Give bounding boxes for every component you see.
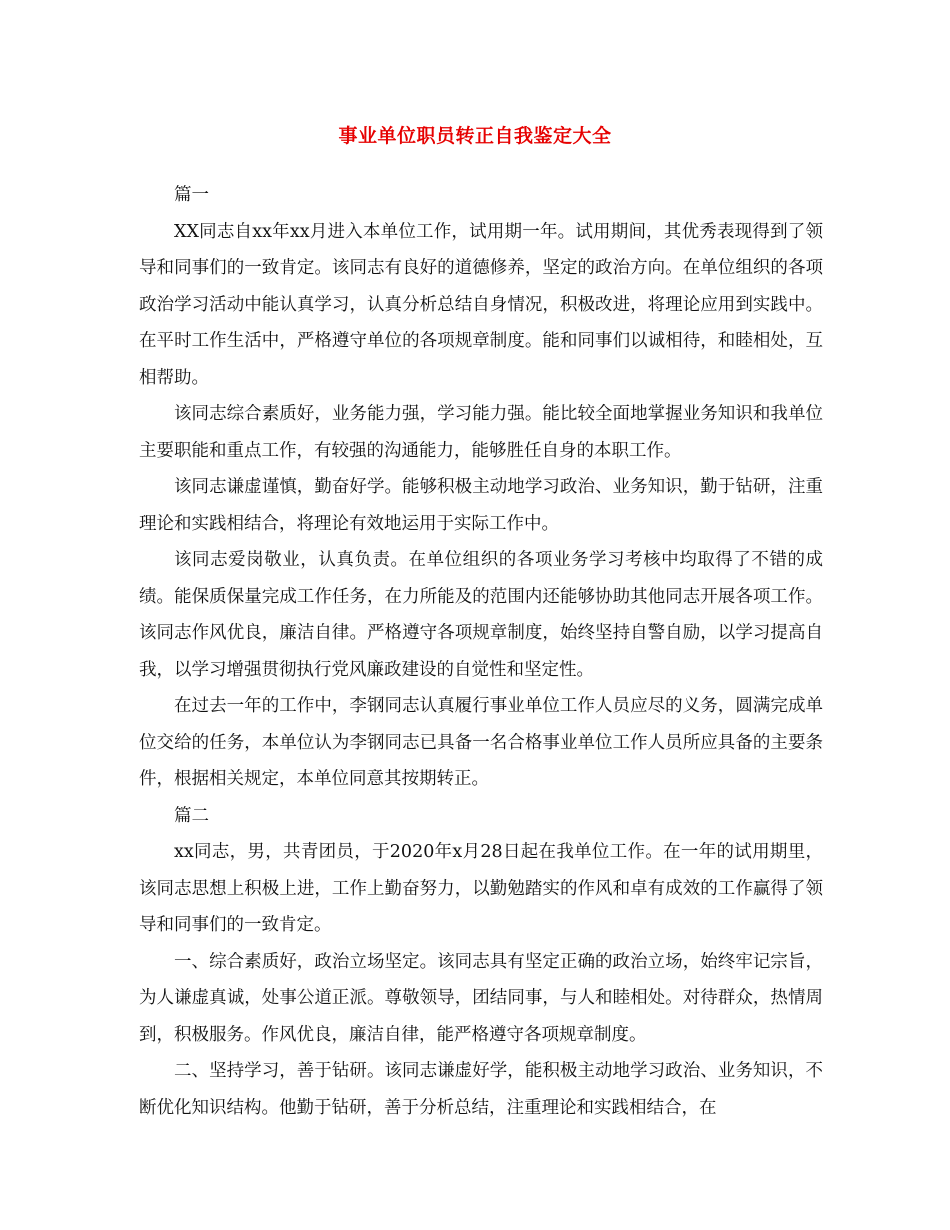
paragraph: 在过去一年的工作中，李钢同志认真履行事业单位工作人员应尽的义务，圆满完成单位交给的任务，本单位认为李钢同志已具备一名合格事业单位工作人员所应具备的主要条件，根据相关规定，本单位同意其按期转正。 <box>139 696 823 789</box>
document-title: 事业单位职员转正自我鉴定大全 <box>338 125 612 147</box>
section-heading-1: 篇一 <box>174 185 209 205</box>
section-heading-2: 篇二 <box>174 805 209 826</box>
paragraph: XX同志自xx年xx月进入本单位工作，试用期一年。试用期间，其优秀表现得到了领导和同事们的一致肯定。该同志有良好的道德修养，坚定的政治方向。在单位组织的各项政治学习活动中能认真学习，认真分析总结自身情况，积极改进，将理论应用到实践中。在平时工作生活中，严格遵守单位的各项规章制度。能和同事们以诚相待，和睦相处，互相帮助。 <box>139 221 823 388</box>
paragraph: 二、坚持学习，善于钻研。该同志谦虚好学，能积极主动地学习政治、业务知识，不断优化知识结构。他勤于钻研，善于分析总结，注重理论和实践相结合，在 <box>139 1061 823 1118</box>
document-body <box>139 177 823 1126</box>
paragraph: 该同志综合素质好，业务能力强，学习能力强。能比较全面地掌握业务知识和我单位主要职能和重点工作，有较强的沟通能力，能够胜任自身的本职工作。 <box>139 404 823 461</box>
paragraph: xx同志，男，共青团员，于2020年x月28日起在我单位工作。在一年的试用期里，该同志思想上积极上进，工作上勤奋努力，以勤勉踏实的作风和卓有成效的工作赢得了领导和同事们的一致肯定。 <box>139 842 823 935</box>
paragraph: 一、综合素质好，政治立场坚定。该同志具有坚定正确的政治立场，始终牢记宗旨，为人谦虚真诚，处事公道正派。尊敬领导，团结同事，与人和睦相处。对待群众，热情周到，积极服务。作风优良，廉洁自律，能严格遵守各项规章制度。 <box>139 951 823 1045</box>
paragraph: 该同志谦虚谨慎，勤奋好学。能够积极主动地学习政治、业务知识，勤于钻研，注重理论和实践相结合，将理论有效地运用于实际工作中。 <box>139 477 823 534</box>
paragraph: 该同志爱岗敬业，认真负责。在单位组织的各项业务学习考核中均取得了不错的成绩。能保质保量完成工作任务，在力所能及的范围内还能够协助其他同志开展各项工作。该同志作风优良，廉洁自律。严格遵守各项规章制度，始终坚持自警自励，以学习提高自我，以学习增强贯彻执行党风廉政建设的自觉性和坚定性。 <box>139 550 823 680</box>
